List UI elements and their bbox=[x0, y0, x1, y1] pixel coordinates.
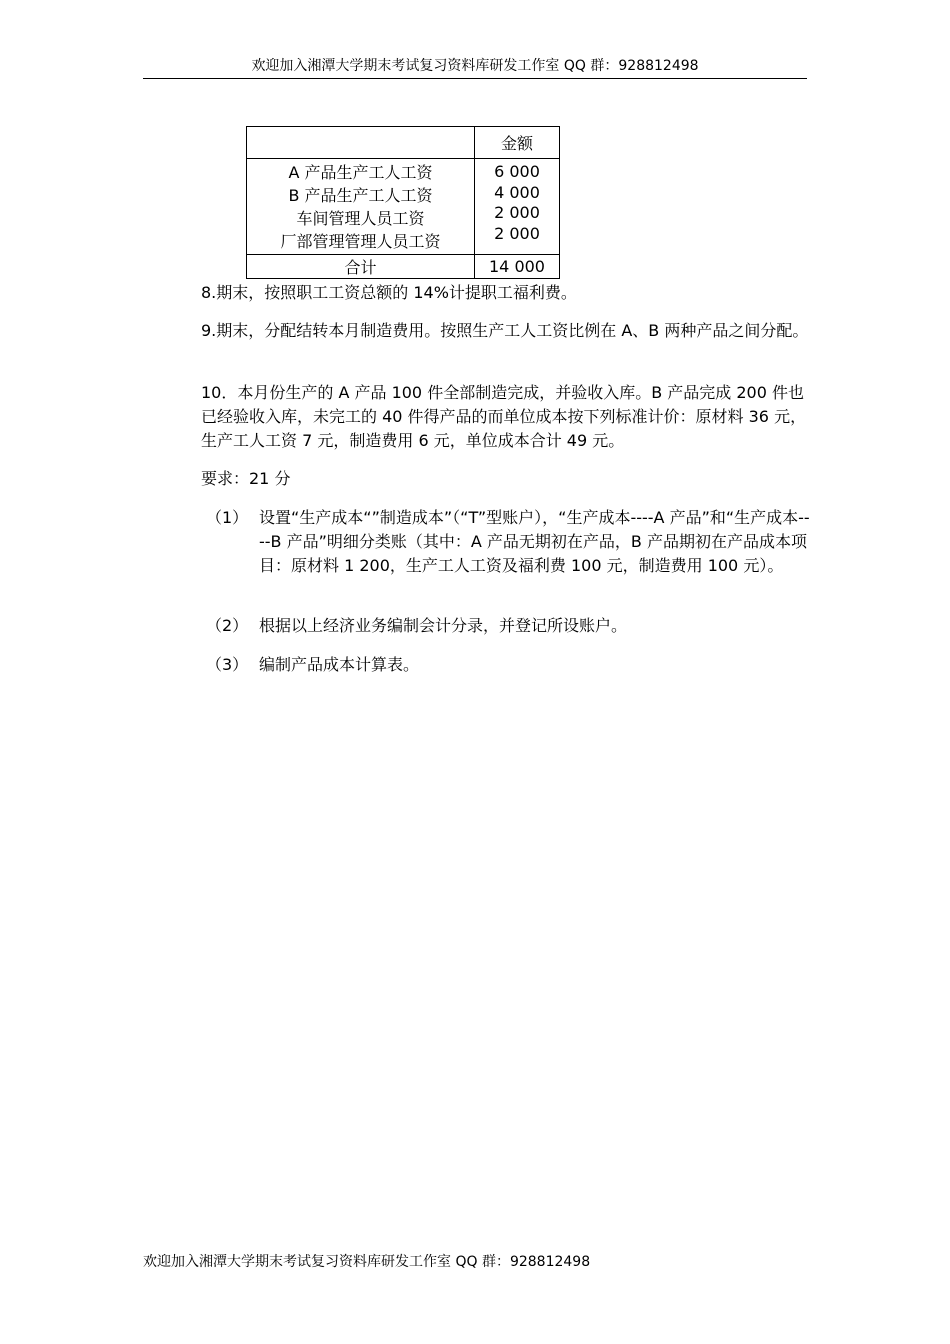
requirement-item-3 bbox=[206, 653, 811, 677]
item-text: 设置“生产成本“”制造成本”（“T”型账户），“生产成本----A 产品”和“生产成本----B 产品”明细分类账（其中：A 产品无期初在产品，B 产品期初在产品成本项目：原材料 1 200，生产工人工资及福利费 100 元，制造费用 100 元）。 bbox=[259, 508, 810, 575]
item-number: （3） bbox=[206, 655, 249, 674]
item-number: （2） bbox=[206, 616, 249, 635]
row-amount: 6 000 bbox=[494, 162, 540, 181]
paragraph-10: 10．本月份生产的 A 产品 100 件全部制造完成，并验收入库。B 产品完成 200 件也已经验收入库，未完工的 40 件得产品的而单位成本按下列标准计价：原材料 36 元，生产工人工资 7 元，制造费用 6 元，单位成本合计 49 元。 bbox=[201, 383, 807, 450]
total-label-cell: 合计 bbox=[247, 255, 475, 279]
header-amount-cell: 金额 bbox=[475, 127, 560, 159]
requirement-item-2 bbox=[206, 614, 811, 638]
page-header: 欢迎加入湘潭大学期末考试复习资料库研发工作室 QQ 群：928812498 bbox=[143, 56, 807, 79]
item-text: 根据以上经济业务编制会计分录，并登记所设账户。 bbox=[259, 616, 628, 635]
row-amount: 2 000 bbox=[494, 223, 540, 243]
row-label: 厂部管理管理人员工资 bbox=[280, 232, 441, 251]
paragraph-8: 8.期末，按照职工工资总额的 14%计提职工福利费。 bbox=[201, 283, 577, 302]
table-body-row bbox=[247, 159, 560, 255]
wage-table bbox=[246, 126, 560, 279]
row-label: B 产品生产工人工资 bbox=[288, 186, 433, 205]
item-number: （1） bbox=[206, 508, 249, 527]
row-label: 车间管理人员工资 bbox=[296, 209, 425, 228]
page-footer: 欢迎加入湘潭大学期末考试复习资料库研发工作室 QQ 群：928812498 bbox=[143, 1254, 591, 1270]
row-amount: 4 000 bbox=[494, 182, 540, 202]
table-total-row bbox=[247, 255, 560, 279]
table-header-row bbox=[247, 127, 560, 159]
item-amounts-cell bbox=[475, 159, 560, 255]
row-label: A 产品生产工人工资 bbox=[288, 163, 433, 182]
requirement-item-1 bbox=[206, 506, 811, 578]
item-text: 编制产品成本计算表。 bbox=[259, 655, 420, 674]
item-labels-cell bbox=[247, 159, 475, 255]
header-label-cell bbox=[247, 127, 475, 159]
requirement-heading: 要求：21 分 bbox=[201, 469, 291, 488]
paragraph-9: 9.期末，分配结转本月制造费用。按照生产工人工资比例在 A、B 两种产品之间分配。 bbox=[201, 321, 809, 340]
row-amount: 2 000 bbox=[494, 203, 540, 222]
total-amount-cell: 14 000 bbox=[475, 255, 560, 279]
